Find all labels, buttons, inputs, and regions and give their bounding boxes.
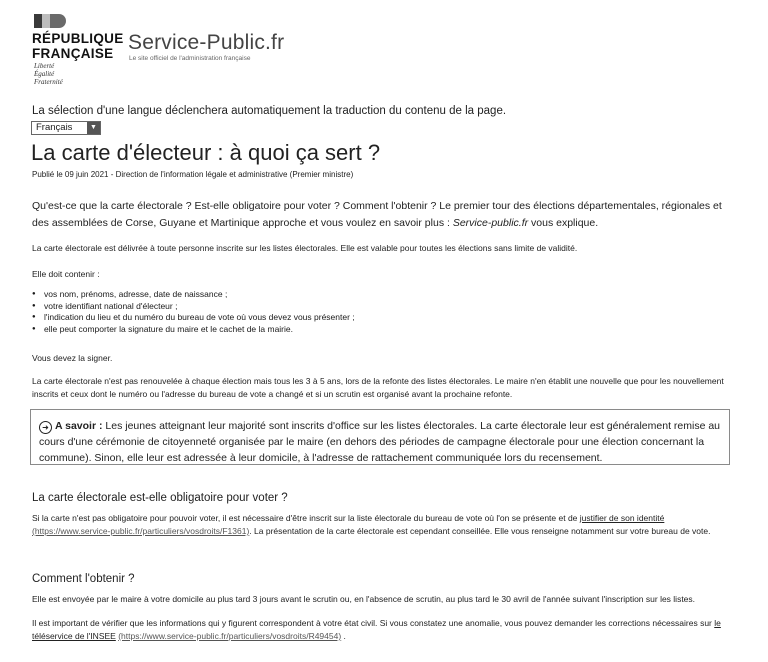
link-justifier-identite[interactable]: justifier de son identité	[579, 513, 665, 523]
republique-francaise-logo	[34, 14, 66, 28]
paragraph-envoi: Elle est envoyée par le maire à votre domicile au plus tard 3 jours avant le scrutin ou, en l'absence de scrutin, au plus tard le 30 avril de l'année suivant l'inscription sur les listes.	[32, 594, 696, 604]
paragraph-renewal: La carte électorale n'est pas renouvelée à chaque élection mais tous les 3 à 5 ans, lors de la refonte des listes électorales. Le maire n'en établit une nouvelle que pour les nouvellement inscrits et ceux dont le numéro ou l'adresse du bureau de vote a changé et si un scrutin est organisé avant la prochaine refonte.	[32, 376, 724, 399]
paragraph-sign: Vous devez la signer.	[32, 353, 113, 363]
chevron-down-icon: ▼	[87, 122, 100, 134]
list-item: ● vos nom, prénoms, adresse, date de naissance ;	[32, 289, 355, 301]
site-title[interactable]: Service-Public.fr	[128, 31, 285, 54]
link-teleservice-insee[interactable]: le téléservice de l'INSEE	[32, 618, 721, 641]
a-savoir-label: A savoir :	[55, 420, 103, 432]
list-item: ● l'indication du lieu et du numéro du bureau de vote où vous devez vous présenter ;	[32, 312, 355, 324]
motto: Liberté Égalité Fraternité	[34, 62, 63, 86]
arrow-right-icon: ➜	[39, 421, 52, 434]
a-savoir-box: ➜ A savoir : Les jeunes atteignant leur majorité sont inscrits d'office sur les listes électorales. La carte électorale leur est généralement remise au cours d'une cérémonie de citoyenneté organisée par le maire (en dehors des périodes de campagne électorale pour une élection concernant la commune). Sinon, elle leur est adressée à leur domicile, à l'adresse de rattachement communiquée lors du recensement.	[30, 409, 730, 465]
link-url[interactable]: (https://www.service-public.fr/particuliers/vosdroits/F1361)	[32, 526, 250, 536]
list-item: ● elle peut comporter la signature du maire et le cachet de la mairie.	[32, 324, 355, 336]
language-selected-value: Français	[36, 122, 73, 133]
section-heading-obligatoire: La carte électorale est-elle obligatoire pour voter ?	[32, 492, 288, 504]
intro-paragraph: Qu'est-ce que la carte électorale ? Est-elle obligatoire pour voter ? Comment l'obtenir ? Le premier tour des élections départementales, régionales et des assemblées de Corse, Guyane et Martinique approche et vous voulez en savoir plus : Service-public.fr vous explique.	[32, 200, 722, 229]
list-item: ● votre identifiant national d'électeur ;	[32, 301, 355, 313]
contents-list	[32, 289, 355, 335]
site-subtitle: Le site officiel de l'administration française	[129, 55, 251, 62]
paragraph-validity: La carte électorale est délivrée à toute personne inscrite sur les listes électorales. Elle est valable pour toutes les élections sans limite de validité.	[32, 243, 578, 253]
section-heading-obtenir: Comment l'obtenir ?	[32, 573, 135, 585]
paragraph-contents: Elle doit contenir :	[32, 269, 100, 279]
language-select[interactable]	[31, 121, 101, 135]
republique-francaise-text: RÉPUBLIQUE FRANÇAISE	[32, 31, 124, 61]
page-title: La carte d'électeur : à quoi ça sert ?	[31, 140, 381, 165]
paragraph-obligatoire: Si la carte n'est pas obligatoire pour pouvoir voter, il est nécessaire d'être inscrit sur la liste électorale du bureau de vote où l'on se présente et de justifier de son identité (https://www.service-public.fr/particuliers/vosdroits/F1361). La présentation de la carte électorale est cependant conseillée. Elle vous renseigne notamment sur votre bureau de vote.	[32, 513, 711, 536]
link-url[interactable]: (https://www.service-public.fr/particuliers/vosdroits/R49454)	[118, 631, 342, 641]
publication-date: Publié le 09 juin 2021 - Direction de l'information légale et administrative (Premier ministre)	[32, 170, 354, 179]
language-note: La sélection d'une langue déclenchera automatiquement la traduction du contenu de la page.	[32, 105, 507, 117]
paragraph-verification: Il est important de vérifier que les informations qui y figurent correspondent à votre état civil. Si vous constatez une anomalie, vous pouvez demander les corrections nécessaires sur le téléservice de l'INSEE (https://www.service-public.fr/particuliers/vosdroits/R49454) .	[32, 618, 721, 641]
